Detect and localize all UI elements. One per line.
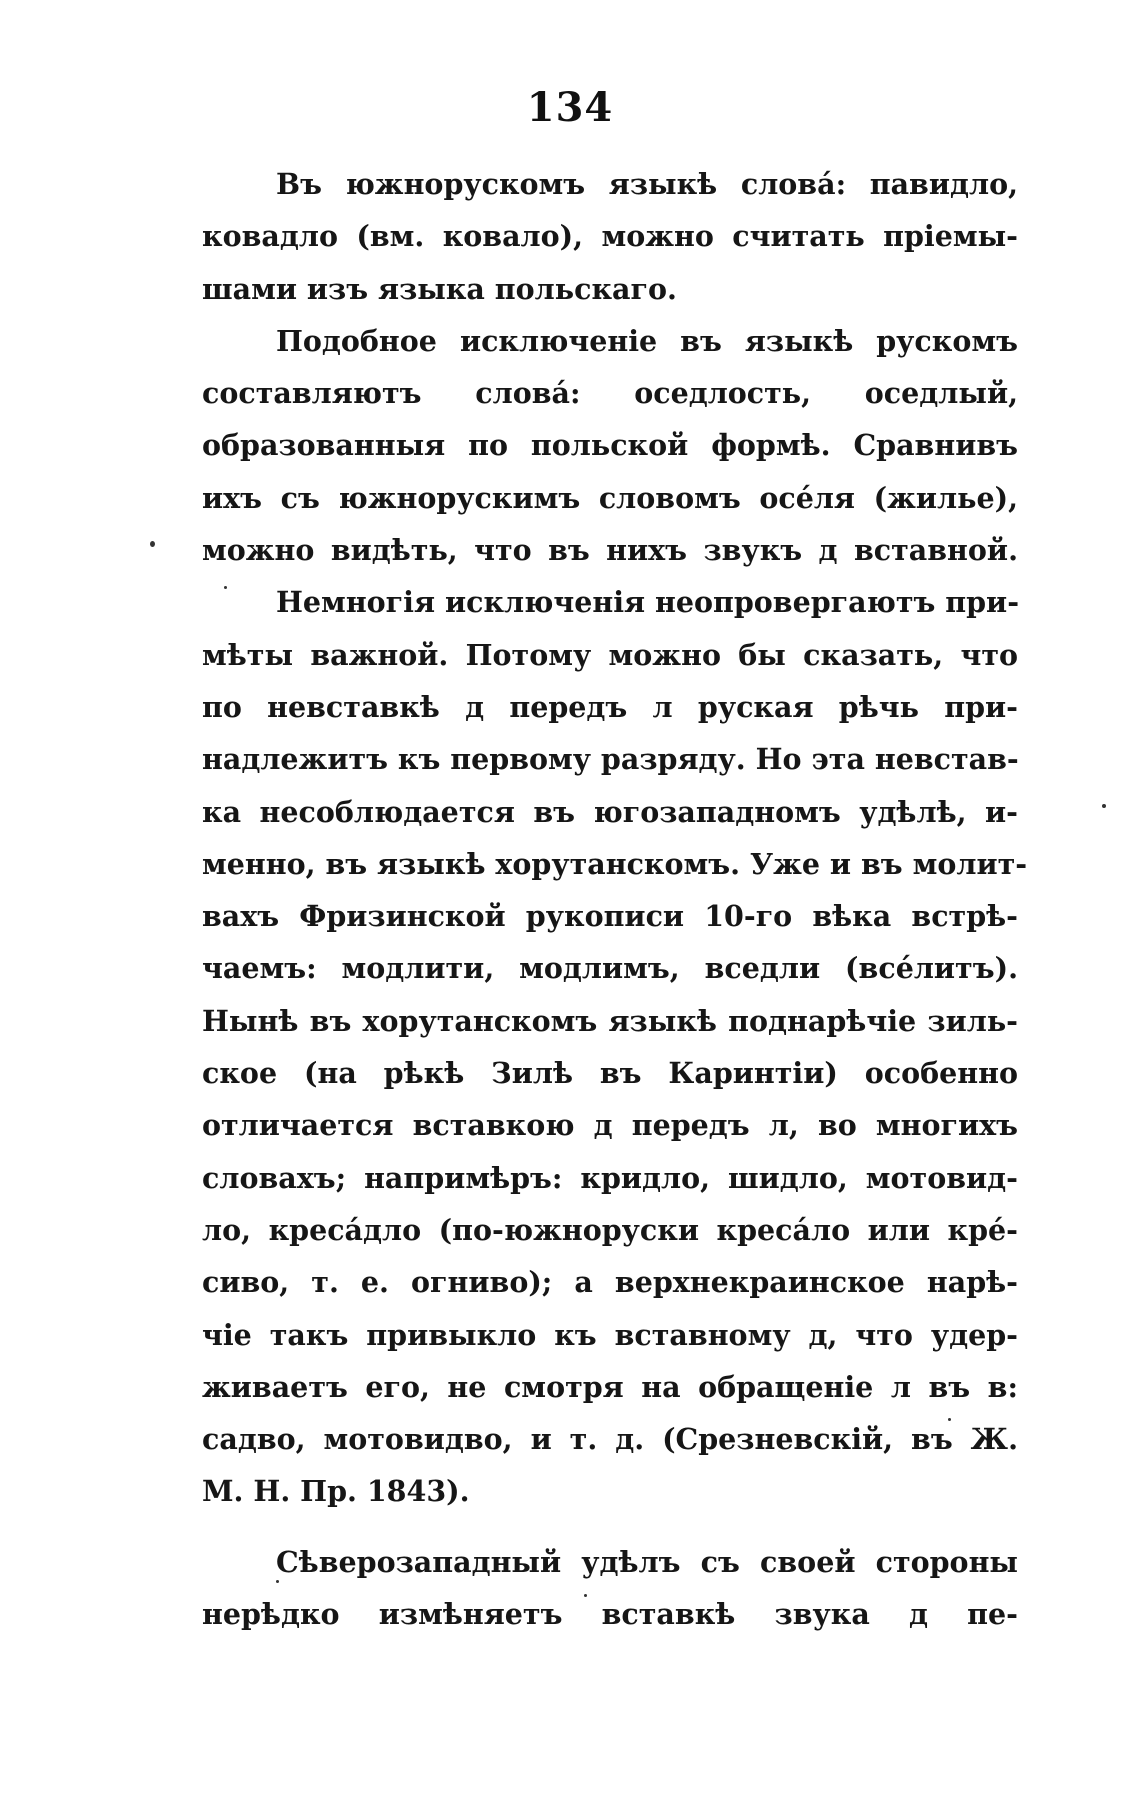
text-line: вахъ Фризинской рукописи 10-го вѣка встрѣ-	[202, 899, 1018, 934]
text-line: М. Н. Пр. 1843).	[202, 1474, 470, 1509]
text-line: Сѣверозападный удѣлъ съ своей стороны	[276, 1544, 1018, 1579]
text-line: отличается вставкою д передъ л, во многихъ	[202, 1108, 1018, 1143]
text-line: нерѣдко измѣняетъ вставкѣ звука д пе-	[202, 1597, 1018, 1632]
scan-speck	[276, 1580, 279, 1583]
text-line: ихъ съ южнорускимъ словомъ осе́ля (жилье),	[202, 480, 1018, 515]
page-number: 134	[526, 84, 614, 131]
text-line: образованныя по польской формѣ. Сравнивъ	[202, 428, 1018, 463]
text-line: Нынѣ въ хорутанскомъ языкѣ поднарѣчіе зиль-	[202, 1003, 1018, 1038]
scan-speck	[224, 586, 227, 589]
page-body-text	[202, 158, 1028, 1640]
text-line: Въ южнорускомъ языкѣ слова́: павидло,	[276, 167, 1018, 201]
scan-speck	[150, 541, 155, 547]
paragraph-2	[202, 315, 1018, 576]
paragraph-gap	[202, 1518, 1018, 1536]
paragraph-3	[202, 576, 1028, 1517]
text-line: ское (на рѣкѣ Зилѣ въ Каринтіи) особенно	[202, 1056, 1018, 1091]
text-line: мѣты важной. Потому можно бы сказать, что	[202, 637, 1018, 672]
text-line: Подобное исключеніе въ языкѣ рускомъ	[276, 323, 1018, 358]
text-line: можно видѣть, что въ нихъ звукъ д вставной.	[202, 533, 1018, 568]
scan-speck	[1102, 804, 1106, 808]
scan-speck	[584, 1594, 587, 1597]
text-line: ковадло (вм. ковало), можно считать пріемы-	[202, 219, 1018, 254]
text-line: живаетъ его, не смотря на обращеніе л въ в:	[202, 1369, 1018, 1404]
text-line: ло, креса́дло (по-южноруски креса́ло или кре́-	[202, 1212, 1018, 1247]
text-line: словахъ; напримѣръ: кридло, шидло, мотовид-	[202, 1160, 1018, 1195]
text-line: ка несоблюдается въ югозападномъ удѣлѣ, и-	[202, 794, 1018, 829]
paragraph-4	[202, 1536, 1018, 1641]
scan-speck	[948, 1418, 951, 1421]
text-line: чаемъ: модлити, модлимъ, вседли (все́литъ).	[202, 951, 1018, 986]
text-line: составляютъ слова́: оседлость, оседлый,	[202, 376, 1018, 411]
text-line: чіе такъ привыкло къ вставному д, что удер-	[202, 1317, 1018, 1352]
text-line: сиво, т. е. огниво); а верхнекраинское нарѣ-	[202, 1265, 1018, 1300]
text-line: садво, мотовидво, и т. д. (Срезневскій, въ Ж.	[202, 1422, 1018, 1457]
text-line: по невставкѣ д передъ л руская рѣчь при-	[202, 689, 1018, 724]
text-line: надлежитъ къ первому разряду. Но эта невстав-	[202, 742, 1019, 777]
text-line: менно, въ языкѣ хорутанскомъ. Уже и въ молит-	[202, 846, 1028, 881]
paragraph-1	[202, 158, 1018, 315]
text-line: шами изъ языка польскаго.	[202, 271, 677, 306]
text-line: Немногія исключенія неопровергаютъ при-	[276, 585, 1020, 620]
